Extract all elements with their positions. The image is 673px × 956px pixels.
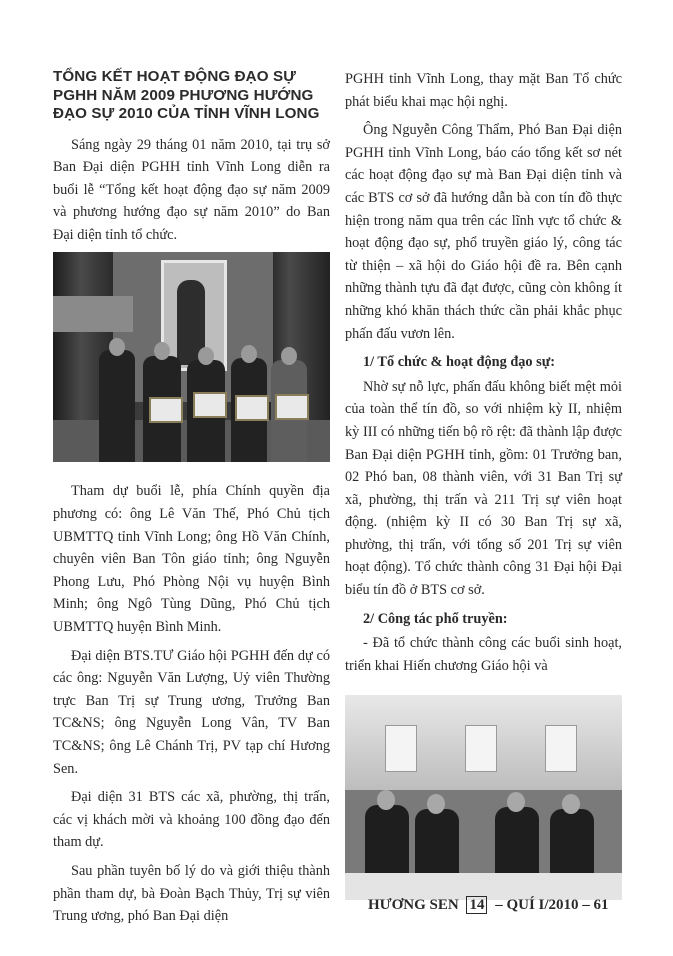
paragraph: - Đã tổ chức thành công các buổi sinh hoạt, triển khai Hiến chương Giáo hội và xyxy=(345,635,622,674)
audience-photo xyxy=(345,695,622,900)
page-footer xyxy=(368,896,609,914)
section-heading: 1/ Tổ chức & hoạt động đạo sự: xyxy=(363,354,556,371)
paragraph: PGHH tỉnh Vĩnh Long, thay mặt Ban Tổ chức phát biểu khai mạc hội nghị. xyxy=(345,71,622,110)
right-column xyxy=(345,68,622,918)
magazine-name: HƯƠNG SEN xyxy=(368,897,459,913)
paragraph: Tham dự buổi lễ, phía Chính quyền địa phương có: ông Lê Văn Thế, Phó Chủ tịch UBMTTQ tỉnh Vĩnh Long; ông Hồ Văn Chính, chuyên viên Ban Tôn giáo tỉnh; ông Nguyễn Phong Lưu, Phó Phòng Nội vụ huyện Bình Minh; ông Ngô Tùng Dũng, Phó Chủ tịch UBMTTQ huyện Bình Minh. xyxy=(53,483,330,636)
section-heading: 2/ Công tác phổ truyền: xyxy=(363,610,508,627)
ceremony-photo xyxy=(53,252,330,462)
left-column xyxy=(53,60,330,934)
issue-number: 14 xyxy=(466,896,487,914)
paragraph: Đại diện 31 BTS các xã, phường, thị trấn, các vị khách mời và khoảng 100 đồng đạo đến tham dự. xyxy=(53,789,330,851)
article-title: TỔNG KẾT HOẠT ĐỘNG ĐẠO SỰ PGHH NĂM 2009 PHƯƠNG HƯỚNG ĐẠO SỰ 2010 CỦA TỈNH VĨNH LONG xyxy=(53,68,320,122)
paragraph: Ông Nguyễn Công Thẩm, Phó Ban Đại diện PGHH tỉnh Vĩnh Long, báo cáo tổng kết sơ nét các hoạt động đạo sự mà Ban Đại diện tỉnh và các BTS cơ sở đã hướng dẫn bà con tín đồ thực hiện trong năm qua trên các lĩnh vực tổ chức & hoạt động đạo sự, phổ truyền giáo lý, công tác từ thiện – xã hội do Giáo hội đề ra. Bên cạnh những thành tựu đã đạt được, cũng còn không ít những khó khăn thách thức cần phải khắc phục phấn đấu vươn lên. xyxy=(345,122,622,342)
paragraph: Sáng ngày 29 tháng 01 năm 2010, tại trụ sở Ban Đại diện PGHH tỉnh Vĩnh Long diễn ra buổi lễ “Tổng kết hoạt động đạo sự năm 2009 và phương hướng đạo sự năm 2010” do Ban Đại diện tỉnh tổ chức. xyxy=(53,136,330,243)
paragraph: Đại diện BTS.TƯ Giáo hội PGHH đến dự có các ông: Nguyễn Văn Lượng, Uỷ viên Thường trực Ban Trị sự Trung ương, Trưởng Ban TC&NS; ông Nguyễn Long Vân, TV Ban TC&NS; ông Lê Chánh Trị, PV tạp chí Hương Sen. xyxy=(53,647,330,777)
paragraph: Nhờ sự nỗ lực, phấn đấu không biết mệt mỏi của toàn thể tín đồ, so với nhiệm kỳ II, nhiệm kỳ III có những tiến bộ rõ rệt: đã thành lập được Ban Đại diện PGHH tỉnh, gồm: 01 Trưởng ban, 02 Phó ban, 08 thành viên, với 31 Ban Trị sự xã, phường, thị trấn và 211 Trị sự viên hoạt động. (nhiệm kỳ II có 30 Ban Trị sự xã, phường, thị trấn, với tổng số 201 Trị sự viên hoạt động). Tổ chức thành công 31 Đại hội Đại biểu tín đồ ở BTS cơ sở. xyxy=(345,378,622,599)
issue-info: – QUÍ I/2010 – 61 xyxy=(495,897,609,913)
paragraph: Sau phần tuyên bố lý do và giới thiệu thành phần tham dự, bà Đoàn Bạch Thủy, Trị sự viên Trung ương, phó Ban Đại diện xyxy=(53,862,330,925)
